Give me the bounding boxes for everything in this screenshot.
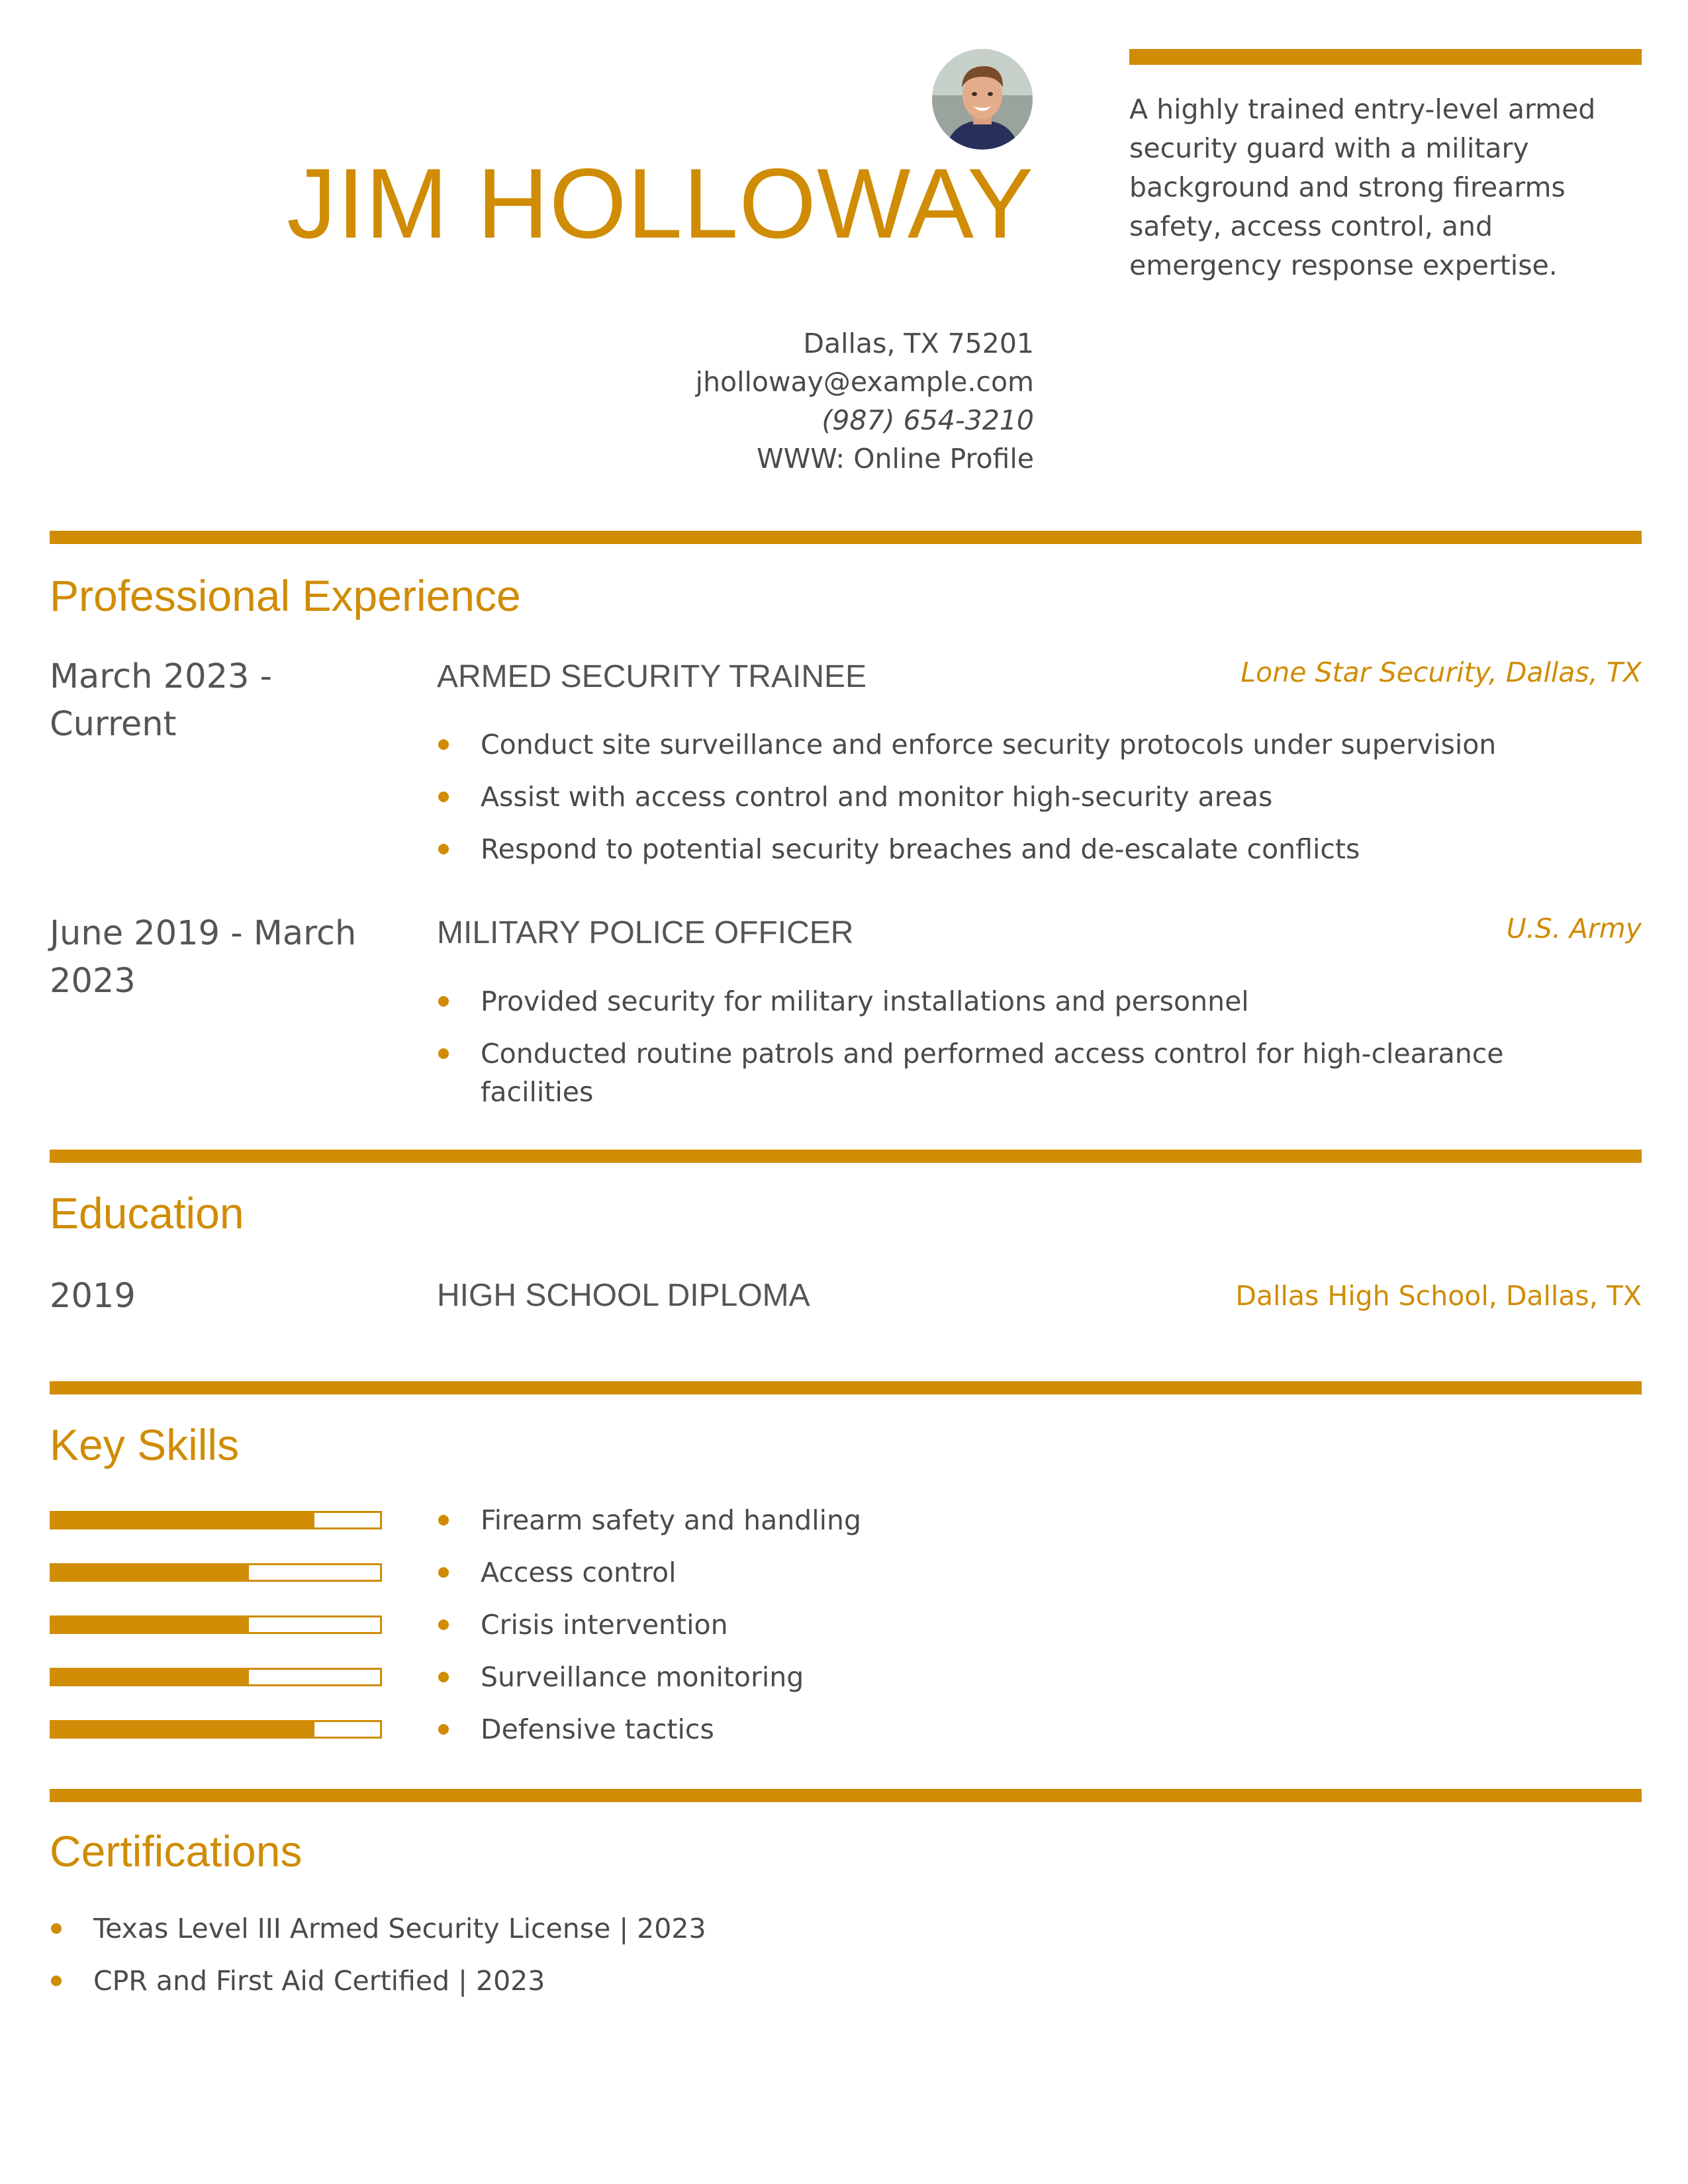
section-title-certifications: Certifications — [50, 1827, 303, 1876]
list-item: Firearm safety and handling — [437, 1501, 1231, 1539]
education-school: Dallas High School, Dallas, TX — [1235, 1280, 1642, 1312]
section-title-experience: Professional Experience — [50, 571, 521, 620]
education-degree: HIGH SCHOOL DIPLOMA — [437, 1278, 810, 1313]
list-item: Conducted routine patrols and performed access control for high-clearance facilities — [437, 1034, 1523, 1111]
skill-level-fill — [52, 1670, 249, 1684]
section-divider — [50, 1150, 1642, 1163]
job-duties-list — [437, 725, 1628, 868]
website-link[interactable]: WWW: Online Profile — [757, 443, 1034, 475]
list-item: Respond to potential security breaches and de-escalate conflicts — [437, 830, 1628, 868]
list-item: Assist with access control and monitor high-security areas — [437, 778, 1628, 816]
candidate-name: JIM HOLLOWAY — [287, 148, 1034, 259]
skill-level-bar — [50, 1615, 382, 1634]
skill-level-fill — [52, 1513, 314, 1527]
skill-level-fill — [52, 1565, 249, 1580]
summary-divider — [1129, 49, 1642, 65]
skill-level-bar — [50, 1563, 382, 1582]
section-title-skills: Key Skills — [50, 1420, 240, 1469]
list-item: Surveillance monitoring — [437, 1658, 1231, 1696]
education-year: 2019 — [50, 1277, 136, 1316]
email-link[interactable]: jholloway@example.com — [695, 366, 1034, 398]
phone-text: (987) 654-3210 — [821, 404, 1034, 436]
list-item: Provided security for military installations and personnel — [437, 982, 1523, 1021]
list-item: Crisis intervention — [437, 1606, 1231, 1644]
skill-level-bar — [50, 1720, 382, 1739]
skill-level-bar — [50, 1668, 382, 1686]
list-item: Access control — [437, 1553, 1231, 1592]
skills-list — [437, 1501, 1231, 1749]
certifications-list — [50, 1909, 1109, 2000]
skill-level-fill — [52, 1617, 249, 1632]
list-item: CPR and First Aid Certified | 2023 — [50, 1962, 1109, 2000]
job-dates: June 2019 - March 2023 — [50, 914, 357, 1001]
location-text: Dallas, TX 75201 — [803, 328, 1034, 359]
skill-level-fill — [52, 1722, 314, 1737]
section-divider — [50, 1789, 1642, 1802]
job-duties-list — [437, 982, 1523, 1111]
job-title: MILITARY POLICE OFFICER — [437, 915, 854, 950]
list-item: Conduct site surveillance and enforce security protocols under supervision — [437, 725, 1628, 764]
summary-text: A highly trained entry-level armed security guard with a military background and strong firearms safety, access control, and emergency response expertise. — [1129, 93, 1596, 281]
job-employer: Lone Star Security, Dallas, TX — [1241, 657, 1642, 688]
job-employer: U.S. Army — [1506, 913, 1642, 944]
skill-level-bar — [50, 1511, 382, 1529]
section-divider — [50, 1381, 1642, 1394]
section-divider — [50, 531, 1642, 544]
list-item: Defensive tactics — [437, 1710, 1231, 1749]
contact-block — [463, 324, 1034, 478]
list-item: Texas Level III Armed Security License | 2023 — [50, 1909, 1109, 1948]
job-title: ARMED SECURITY TRAINEE — [437, 659, 867, 694]
section-title-education: Education — [50, 1189, 244, 1238]
profile-photo — [932, 49, 1033, 150]
avatar — [932, 49, 1033, 150]
job-dates: March 2023 - Current — [50, 657, 273, 744]
